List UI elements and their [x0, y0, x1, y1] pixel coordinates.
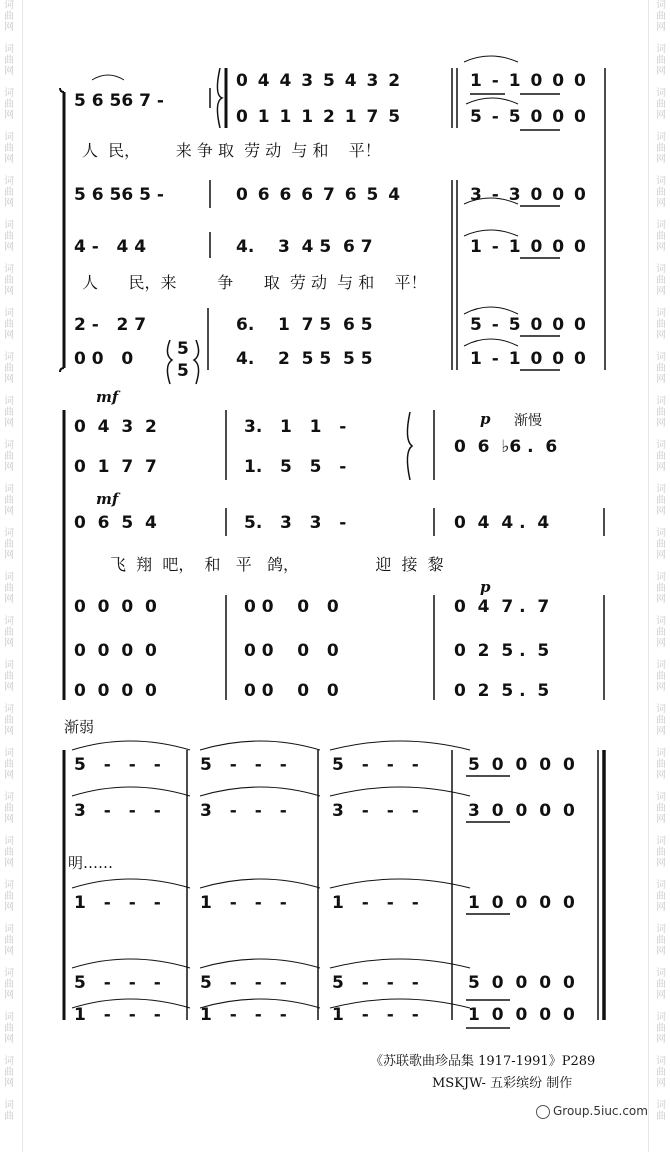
watermark-glyph: 网 [4, 242, 14, 253]
watermark-glyph: 曲 [656, 759, 666, 770]
watermark-glyph: 网 [656, 594, 666, 605]
s1-row8-m2: 4. 2 5 5 5 5 [236, 349, 373, 369]
watermark-glyph: 词 [656, 176, 666, 187]
watermark-glyph: 词 [656, 484, 666, 495]
watermark-glyph: 曲 [656, 1111, 666, 1122]
watermark-glyph: 网 [4, 66, 14, 77]
watermark-glyph: 网 [656, 418, 666, 429]
watermark-glyph: 网 [4, 198, 14, 209]
watermark-glyph: 曲 [656, 363, 666, 374]
watermark-glyph: 曲 [4, 55, 14, 66]
watermark-glyph: 网 [656, 330, 666, 341]
watermark-glyph: 网 [656, 506, 666, 517]
watermark-glyph: 词 [4, 132, 14, 143]
s3-row3-m1: 1 - - - [74, 893, 161, 913]
watermark-glyph: 词 [656, 880, 666, 891]
s3-lyric: 明…… [68, 854, 114, 872]
s3-row4-m1: 5 - - - [74, 973, 161, 993]
s2-row3-m1: 0 6 5 4 [74, 513, 157, 533]
watermark-glyph: 网 [656, 110, 666, 121]
watermark-glyph: 网 [4, 462, 14, 473]
watermark-glyph: 曲 [656, 55, 666, 66]
watermark-glyph: 曲 [4, 715, 14, 726]
watermark-glyph: 词 [656, 396, 666, 407]
s1-row2-m2: 0 1 1 1 2 1 7 5 [236, 107, 401, 127]
s2-row2-m1: 0 1 7 7 [74, 457, 157, 477]
watermark-glyph: 词 [4, 616, 14, 627]
s2-row6-m1: 0 0 0 0 [74, 681, 157, 701]
watermark-glyph: 词 [4, 704, 14, 715]
watermark-glyph: 网 [4, 682, 14, 693]
watermark-glyph: 词 [4, 1012, 14, 1023]
watermark-glyph: 曲 [4, 319, 14, 330]
watermark-glyph: 网 [656, 770, 666, 781]
watermark-glyph: 词 [656, 704, 666, 715]
watermark-glyph: 曲 [4, 1067, 14, 1078]
watermark-glyph: 曲 [656, 407, 666, 418]
watermark-glyph: 曲 [656, 187, 666, 198]
s2-row2-m2: 1. 5 5 - [244, 457, 347, 477]
watermark-glyph: 曲 [656, 583, 666, 594]
s1-row2-m3: 5 - 5 0 0 0 [470, 107, 586, 127]
watermark-glyph: 曲 [4, 451, 14, 462]
watermark-glyph: 词 [656, 660, 666, 671]
watermark-glyph: 曲 [656, 319, 666, 330]
s1-row1-m1: 5 6 56 7 - [74, 91, 164, 111]
watermark-glyph: 网 [656, 638, 666, 649]
s3-row2-m3: 3 - - - [332, 801, 419, 821]
watermark-glyph: 网 [4, 418, 14, 429]
watermark-glyph: 曲 [656, 891, 666, 902]
watermark-glyph: 网 [4, 990, 14, 1001]
watermark-glyph: 曲 [656, 11, 666, 22]
s2-row3-m3: 0 4 4 . 4 [454, 513, 550, 533]
watermark-glyph: 曲 [4, 627, 14, 638]
watermark-glyph: 曲 [656, 715, 666, 726]
s1-row8-m1: 0 0 0 [74, 349, 134, 369]
s1-row7-m1: 2 - 2 7 [74, 315, 147, 335]
s3-dim-mark: 渐弱 [64, 718, 95, 736]
s2-row5-m3: 0 2 5 . 5 [454, 641, 550, 661]
watermark-glyph: 网 [656, 462, 666, 473]
s1-row7-m3: 5 - 5 0 0 0 [470, 315, 586, 335]
s2-row3-m2: 5. 3 3 - [244, 513, 347, 533]
watermark-glyph: 词 [4, 44, 14, 55]
s3-row2-m2: 3 - - - [200, 801, 287, 821]
watermark-glyph: 曲 [4, 671, 14, 682]
watermark-glyph: 词 [656, 1056, 666, 1067]
watermark-glyph: 词 [4, 968, 14, 979]
watermark-glyph: 词 [656, 836, 666, 847]
watermark-glyph: 词 [4, 660, 14, 671]
watermark-glyph: 词 [656, 132, 666, 143]
watermark-glyph: 词 [4, 748, 14, 759]
watermark-glyph: 网 [656, 198, 666, 209]
s1-chord-top: 5 [177, 339, 189, 359]
watermark-glyph: 曲 [4, 407, 14, 418]
watermark-glyph: 词 [4, 880, 14, 891]
s3-row4-m2: 5 - - - [200, 973, 287, 993]
s3-row1-m3: 5 - - - [332, 755, 419, 775]
watermark-glyph: 词 [656, 1012, 666, 1023]
s2-row4-m2: 0 0 0 0 [244, 597, 339, 617]
watermark-glyph: 网 [4, 506, 14, 517]
watermark-glyph: 词 [656, 616, 666, 627]
watermark-glyph: 曲 [4, 803, 14, 814]
watermark-glyph: 网 [656, 286, 666, 297]
watermark-glyph: 曲 [656, 539, 666, 550]
watermark-glyph: 曲 [656, 1067, 666, 1078]
watermark-glyph: 曲 [4, 231, 14, 242]
watermark-glyph: 词 [4, 1056, 14, 1067]
watermark-glyph: 网 [656, 990, 666, 1001]
watermark-glyph: 曲 [4, 847, 14, 858]
s1-row1-m3: 1 - 1 0 0 0 [470, 71, 586, 91]
watermark-glyph: 词 [4, 836, 14, 847]
s1-row4-m3: 3 - 3 0 0 0 [470, 185, 586, 205]
s1-row5-m2: 4. 3 4 5 6 7 [236, 237, 373, 257]
s2-row4-m3: 0 4 7 . 7 [454, 597, 550, 617]
watermark-glyph: 曲 [656, 671, 666, 682]
watermark-glyph: 网 [656, 1078, 666, 1089]
watermark-glyph: 网 [4, 902, 14, 913]
watermark-glyph: 网 [4, 374, 14, 385]
watermark-glyph: 词 [656, 88, 666, 99]
watermark-glyph: 词 [656, 572, 666, 583]
watermark-glyph: 网 [656, 682, 666, 693]
watermark-glyph: 网 [4, 594, 14, 605]
watermark-glyph: 曲 [656, 231, 666, 242]
watermark-glyph: 词 [656, 748, 666, 759]
s3-row2-m1: 3 - - - [74, 801, 161, 821]
watermark-glyph: 曲 [4, 759, 14, 770]
watermark-glyph: 曲 [4, 275, 14, 286]
watermark-glyph: 网 [4, 1034, 14, 1045]
s1-row5-m1: 4 - 4 4 [74, 237, 147, 257]
watermark-glyph: 词 [4, 396, 14, 407]
watermark-glyph: 网 [4, 638, 14, 649]
watermark-glyph: 词 [656, 440, 666, 451]
watermark-glyph: 词 [656, 352, 666, 363]
s1-row5-m3: 1 - 1 0 0 0 [470, 237, 586, 257]
watermark-glyph: 词 [4, 792, 14, 803]
watermark-glyph: 曲 [656, 275, 666, 286]
watermark-glyph: 词 [656, 44, 666, 55]
s1-row4-m2: 0 6 6 6 7 6 5 4 [236, 185, 401, 205]
watermark-glyph: 曲 [4, 187, 14, 198]
s1-lyric-2: 人 民，来 争 取 劳 动 与 和 平！ [82, 273, 427, 292]
watermark-glyph: 网 [656, 550, 666, 561]
watermark-glyph: 网 [656, 902, 666, 913]
site-logo-icon [536, 1105, 550, 1119]
footer-source: 《苏联歌曲珍品集 1917-1991》P289 [370, 1054, 596, 1069]
s3-row3-m2: 1 - - - [200, 893, 287, 913]
watermark-glyph: 网 [656, 814, 666, 825]
watermark-glyph: 曲 [4, 935, 14, 946]
watermark-glyph: 网 [656, 726, 666, 737]
s3-row3-m4: 1 0 0 0 0 [468, 893, 575, 913]
s2-dynamic-p-1: p [480, 410, 491, 428]
watermark-glyph: 曲 [4, 891, 14, 902]
s2-dynamic-mf-2: mf [96, 490, 119, 508]
watermark-glyph: 词 [4, 220, 14, 231]
watermark-glyph: 曲 [4, 539, 14, 550]
watermark-glyph: 词 [4, 264, 14, 275]
s2-row6-m2: 0 0 0 0 [244, 681, 339, 701]
watermark-glyph: 网 [656, 242, 666, 253]
watermark-glyph: 词 [4, 1100, 14, 1111]
watermark-glyph: 网 [4, 22, 14, 33]
watermark-glyph: 词 [656, 0, 666, 11]
watermark-glyph: 词 [4, 88, 14, 99]
watermark-glyph: 网 [4, 770, 14, 781]
watermark-glyph: 曲 [4, 99, 14, 110]
watermark-glyph: 网 [656, 22, 666, 33]
watermark-glyph: 词 [4, 308, 14, 319]
s1-row4-m1: 5 6 56 5 - [74, 185, 164, 205]
s3-row1-m2: 5 - - - [200, 755, 287, 775]
s3-row5-m3: 1 - - - [332, 1005, 419, 1025]
watermark-glyph: 曲 [4, 495, 14, 506]
watermark-glyph: 词 [4, 528, 14, 539]
s3-row4-m3: 5 - - - [332, 973, 419, 993]
s1-row1-m2: 0 4 4 3 5 4 3 2 [236, 71, 401, 91]
watermark-glyph: 网 [4, 286, 14, 297]
watermark-glyph: 词 [656, 308, 666, 319]
watermark-glyph: 曲 [656, 935, 666, 946]
watermark-glyph: 曲 [4, 11, 14, 22]
watermark-glyph: 网 [4, 550, 14, 561]
watermark-glyph: 网 [4, 858, 14, 869]
s1-row8-m3: 1 - 1 0 0 0 [470, 349, 586, 369]
watermark-glyph: 词 [656, 528, 666, 539]
watermark-glyph: 曲 [656, 979, 666, 990]
watermark-glyph: 网 [656, 374, 666, 385]
footer-site: Group.5iuc.com [536, 1104, 648, 1119]
watermark-glyph: 词 [656, 264, 666, 275]
s3-row4-m4: 5 0 0 0 0 [468, 973, 575, 993]
watermark-glyph: 词 [4, 484, 14, 495]
watermark-glyph: 曲 [656, 1023, 666, 1034]
s1-row7-m2: 6. 1 7 5 6 5 [236, 315, 373, 335]
watermark-glyph: 曲 [656, 99, 666, 110]
s3-row5-m1: 1 - - - [74, 1005, 161, 1025]
watermark-glyph: 网 [4, 154, 14, 165]
watermark-glyph: 词 [656, 1100, 666, 1111]
watermark-glyph: 曲 [656, 143, 666, 154]
watermark-glyph: 词 [4, 0, 14, 11]
s2-row1-m2: 3. 1 1 - [244, 417, 347, 437]
watermark-glyph: 曲 [656, 847, 666, 858]
s2-row6-m3: 0 2 5 . 5 [454, 681, 550, 701]
s1-lyric-1: 人 民， 来 争 取 劳 动 与 和 平！ [82, 141, 381, 160]
s3-row1-m4: 5 0 0 0 0 [468, 755, 575, 775]
watermark-glyph: 曲 [656, 803, 666, 814]
s2-tempo-mark: 渐慢 [514, 413, 542, 429]
s3-row2-m4: 3 0 0 0 0 [468, 801, 575, 821]
watermark-glyph: 词 [4, 924, 14, 935]
watermark-glyph: 曲 [4, 1111, 14, 1122]
s2-row1-m3: 0 6 ♭6 . 6 [454, 437, 558, 457]
watermark-glyph: 词 [656, 792, 666, 803]
s3-row1-m1: 5 - - - [74, 755, 161, 775]
watermark-glyph: 词 [4, 572, 14, 583]
s2-row1-m1: 0 4 3 2 [74, 417, 157, 437]
watermark-glyph: 曲 [4, 363, 14, 374]
watermark-glyph: 网 [656, 154, 666, 165]
watermark-glyph: 网 [4, 726, 14, 737]
watermark-glyph: 曲 [4, 583, 14, 594]
s3-row5-m2: 1 - - - [200, 1005, 287, 1025]
s2-row5-m2: 0 0 0 0 [244, 641, 339, 661]
watermark-glyph: 曲 [4, 143, 14, 154]
s2-dynamic-mf-1: mf [96, 388, 119, 406]
watermark-glyph: 曲 [656, 451, 666, 462]
watermark-glyph: 网 [656, 66, 666, 77]
watermark-glyph: 词 [4, 440, 14, 451]
watermark-glyph: 网 [4, 330, 14, 341]
s2-row4-m1: 0 0 0 0 [74, 597, 157, 617]
watermark-glyph: 词 [656, 968, 666, 979]
s1-chord-bottom: 5 [177, 361, 189, 381]
s2-row5-m1: 0 0 0 0 [74, 641, 157, 661]
watermark-glyph: 曲 [4, 979, 14, 990]
watermark-glyph: 网 [4, 1078, 14, 1089]
s2-lyric: 飞 翔 吧， 和 平 鸽， 迎 接 黎 [110, 555, 444, 574]
watermark-glyph: 词 [656, 924, 666, 935]
footer-credit: MSKJW- 五彩缤纷 制作 [432, 1076, 573, 1091]
watermark-glyph: 网 [4, 946, 14, 957]
s3-row5-m4: 1 0 0 0 0 [468, 1005, 575, 1025]
watermark-glyph: 网 [656, 946, 666, 957]
watermark-glyph: 网 [4, 110, 14, 121]
s3-row3-m3: 1 - - - [332, 893, 419, 913]
watermark-glyph: 曲 [656, 495, 666, 506]
watermark-glyph: 网 [656, 1034, 666, 1045]
watermark-glyph: 词 [4, 352, 14, 363]
watermark-glyph: 网 [656, 858, 666, 869]
watermark-glyph: 词 [656, 220, 666, 231]
watermark-glyph: 曲 [4, 1023, 14, 1034]
s2-dynamic-p-2: p [480, 578, 491, 596]
watermark-glyph: 网 [4, 814, 14, 825]
watermark-glyph: 曲 [656, 627, 666, 638]
watermark-glyph: 词 [4, 176, 14, 187]
